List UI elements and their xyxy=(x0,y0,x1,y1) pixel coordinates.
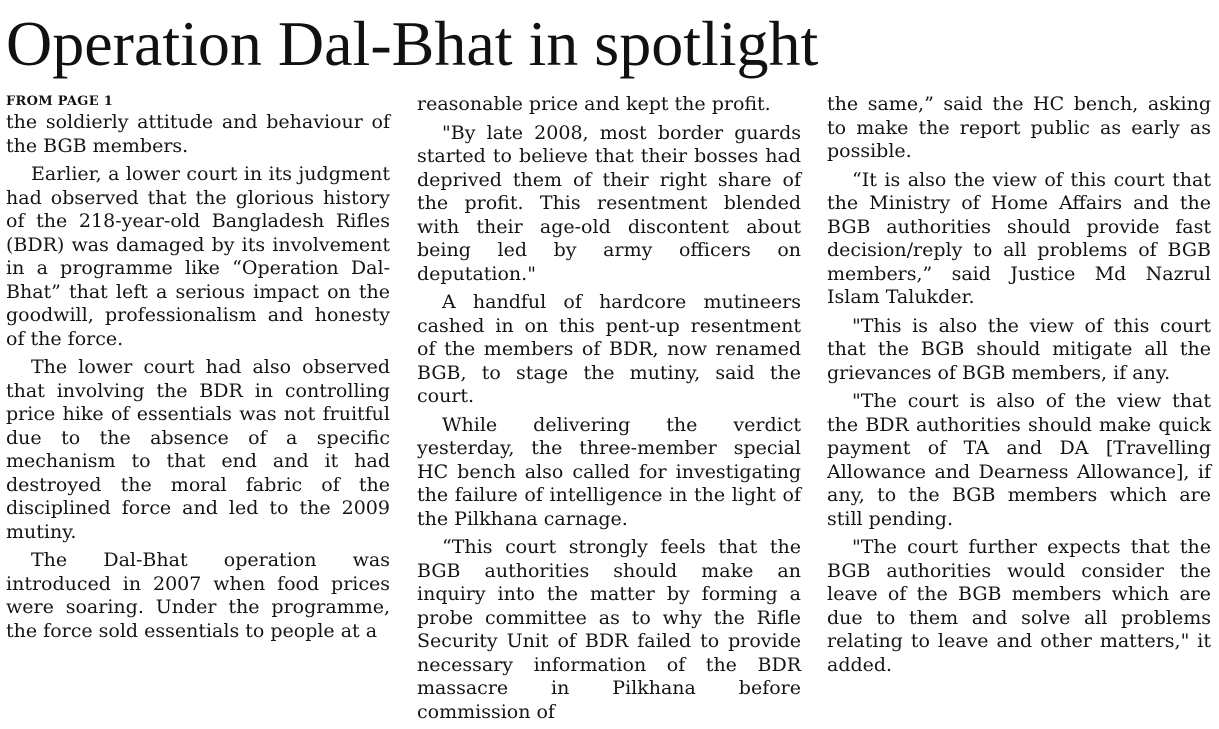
article-column-3 xyxy=(827,93,1211,682)
paragraph: reasonable price and kept the profit. xyxy=(417,93,771,115)
paragraph: The lower court had also observed that involving the BDR in controlling price hike of essentials was not fruitful due to the absence of a specific mechanism to that end and it had destroyed the moral fabric of the disciplined force and led to the 2009 mutiny. xyxy=(6,356,390,543)
paragraph: the soldierly attitude and behaviour of the BGB members. xyxy=(6,111,390,157)
paragraph: “This court strongly feels that the BGB authorities should make an inquiry into the matter by forming a probe committee as to why the Rifle Security Unit of BDR failed to provide necessary information of the BDR massacre in Pilkhana before commission of xyxy=(417,536,801,723)
paragraph: While delivering the verdict yesterday, the three-member special HC bench also called for investigating the failure of intelligence in the light of the Pilkhana carnage. xyxy=(417,413,801,530)
article-column-1 xyxy=(6,93,390,648)
paragraph: "This is also the view of this court that the BGB should mitigate all the grievances of BGB members, if any. xyxy=(827,314,1211,384)
paragraph: Earlier, a lower court in its judgment had observed that the glorious history of the 218-year-old Bangladesh Rifles (BDR) was damaged by its involvement in a programme like “Operation Dal-Bhat” that left a serious impact on the goodwill, professionalism and honesty of the force. xyxy=(6,163,390,350)
paragraph: "The court is also of the view that the BDR authorities should make quick payment of TA and DA [Travelling Allowance and Dearness Allowance], if any, to the BGB members which are still pending. xyxy=(827,390,1211,530)
continuation-kicker: FROM PAGE 1 xyxy=(6,94,114,109)
article-column-2 xyxy=(417,93,801,729)
paragraph: “It is also the view of this court that the Ministry of Home Affairs and the BGB authorities should provide fast decision/reply to all problems of BGB members,” said Justice Md Nazrul Islam Talukder. xyxy=(827,168,1211,308)
paragraph: the same,” said the HC bench, asking to make the report public as early as possible. xyxy=(827,93,1211,162)
paragraph: "The court further expects that the BGB authorities would consider the leave of the BGB members which are due to them and solve all problems relating to leave and other matters," it added. xyxy=(827,536,1211,676)
paragraph: "By late 2008, most border guards started to believe that their bosses had deprived them of their right share of the profit. This resentment blended with their age-old discontent about being led by army officers on deputation." xyxy=(417,121,801,285)
paragraph: The Dal-Bhat operation was introduced in 2007 when food prices were soaring. Under the programme, the force sold essentials to people at a xyxy=(6,549,390,642)
headline: Operation Dal-Bhat in spotlight xyxy=(6,8,819,79)
paragraph: A handful of hardcore mutineers cashed in on this pent-up resentment of the members of BDR, now renamed BGB, to stage the mutiny, said the court. xyxy=(417,291,801,407)
